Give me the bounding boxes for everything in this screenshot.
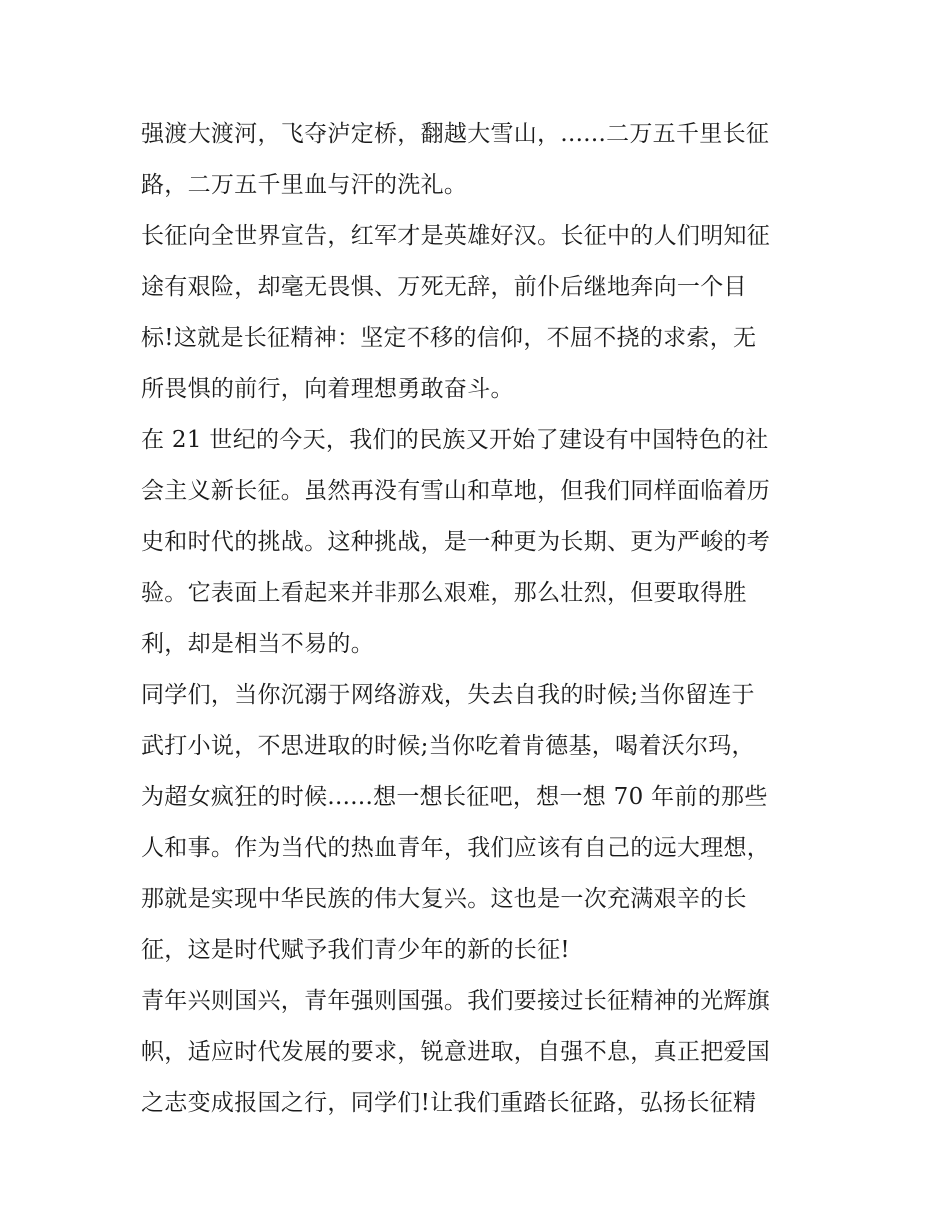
body-text [141, 109, 821, 1129]
text-line: 所畏惧的前行，向着理想勇敢奋斗。 [141, 376, 514, 402]
text-line: 那就是实现中华民族的伟大复兴。这也是一次充满艰辛的长 [141, 886, 747, 912]
text-line: 长征向全世界宣告，红军才是英雄好汉。长征中的人们明知征 [141, 223, 771, 249]
text-line: 途有艰险，却毫无畏惧、万死无辞，前仆后继地奔向一个目 [141, 274, 747, 300]
text-line: 帜，适应时代发展的要求，锐意进取，自强不息，真正把爱国 [141, 1039, 771, 1065]
text-line: 青年兴则国兴，青年强则国强。我们要接过长征精神的光辉旗 [141, 988, 771, 1014]
text-line: 标!这就是长征精神：坚定不移的信仰，不屈不挠的求索，无 [141, 325, 757, 351]
text-line: 会主义新长征。虽然再没有雪山和草地，但我们同样面临着历 [141, 478, 771, 504]
text-line: 人和事。作为当代的热血青年，我们应该有自己的远大理想， [141, 835, 771, 861]
text-line: 征，这是时代赋予我们青少年的新的长征! [141, 937, 570, 963]
text-line: 在 21 世纪的今天，我们的民族又开始了建设有中国特色的社 [141, 427, 769, 453]
text-line: 强渡大渡河，飞夺泸定桥，翻越大雪山，......二万五千里长征 [141, 121, 770, 147]
text-line: 之志变成报国之行，同学们!让我们重踏长征路，弘扬长征精 [141, 1090, 757, 1116]
text-line: 史和时代的挑战。这种挑战，是一种更为长期、更为严峻的考 [141, 529, 771, 555]
text-line: 为超女疯狂的时候......想一想长征吧，想一想 70 年前的那些 [141, 784, 768, 810]
text-line: 路，二万五千里血与汗的洗礼。 [141, 172, 468, 198]
text-line: 验。它表面上看起来并非那么艰难，那么壮烈，但要取得胜 [141, 580, 747, 606]
text-line: 利，却是相当不易的。 [141, 631, 374, 657]
text-line: 武打小说，不思进取的时候;当你吃着肯德基，喝着沃尔玛， [141, 733, 755, 759]
text-line: 同学们，当你沉溺于网络游戏，失去自我的时候;当你留连于 [141, 682, 755, 708]
